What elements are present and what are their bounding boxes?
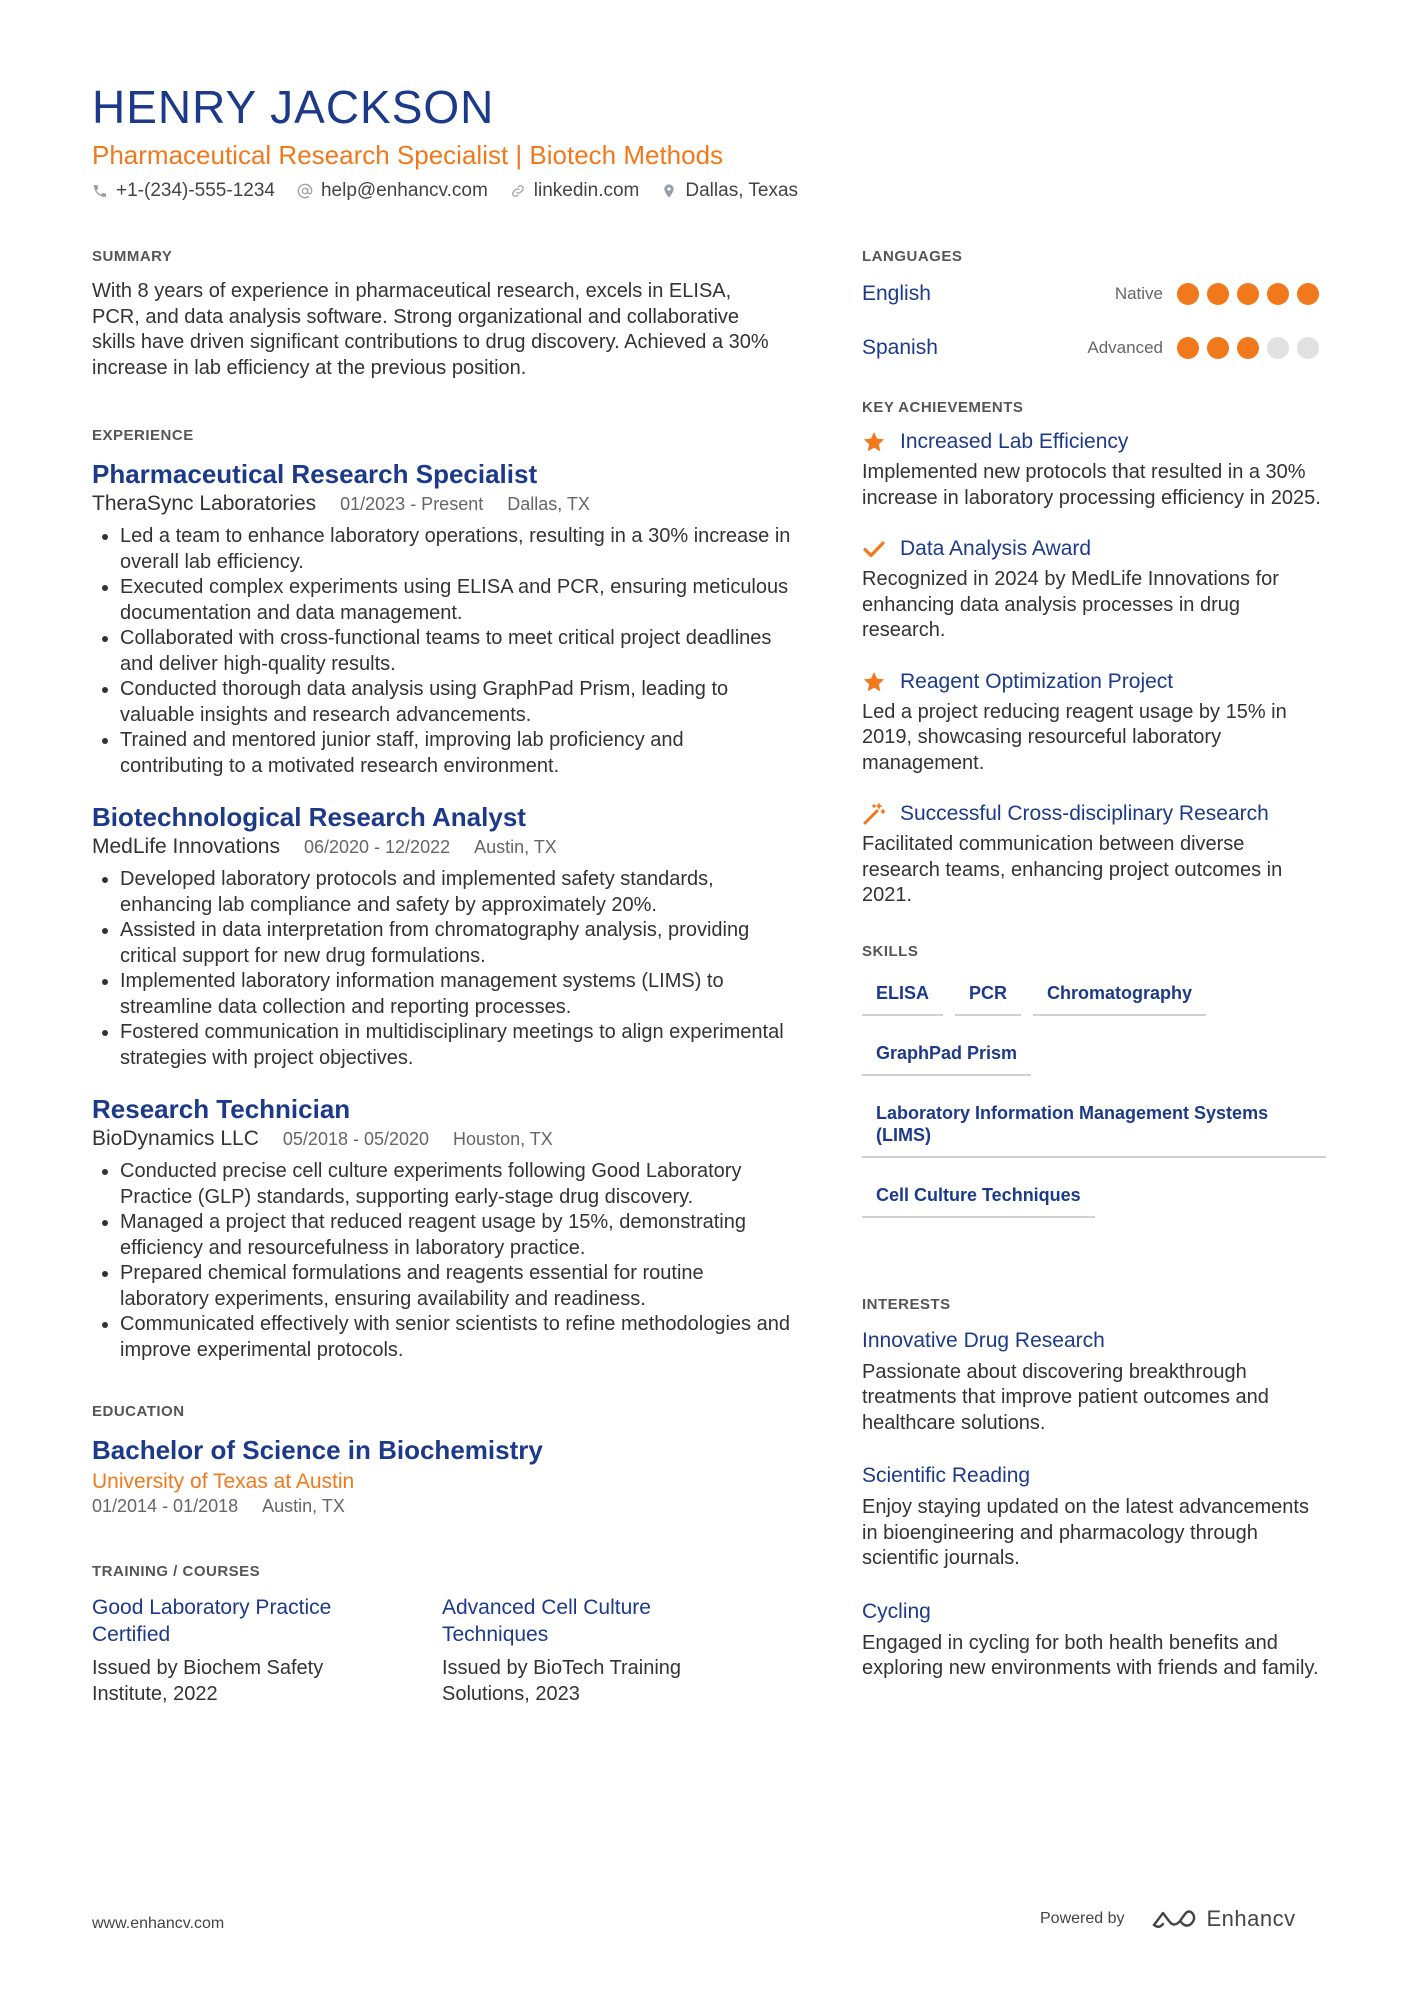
languages-heading: LANGUAGES (862, 248, 963, 265)
achievement-desc: Led a project reducing reagent usage by 15% in 2019, showcasing resourceful laboratory management. (862, 700, 1287, 774)
left-column (92, 248, 792, 1707)
interest-title: Scientific Reading (862, 1464, 1031, 1487)
skill-chip: ELISA (862, 974, 943, 1016)
job-bullet: • Collaborated with cross-functional teams to meet critical project deadlines and deliver high-quality results. (120, 626, 792, 677)
achievement-desc: Implemented new protocols that resulted in a 30% increase in laboratory processing efficiency in 2025. (862, 461, 1321, 509)
job-location: Austin, TX (474, 837, 557, 857)
rating-dot-filled (1267, 283, 1289, 305)
job-entry (92, 801, 792, 1071)
rating-dot-filled (1297, 283, 1319, 305)
job-bullets (92, 1159, 792, 1363)
interest-title: Innovative Drug Research (862, 1328, 1105, 1352)
phone-text: +1-(234)-555-1234 (116, 180, 275, 201)
skill-chip: Chromatography (1033, 974, 1206, 1016)
job-bullet: • Conducted precise cell culture experiments following Good Laboratory Practice (GLP) standards, supporting early-stage drug discovery. (120, 1159, 792, 1210)
job-bullet: • Assisted in data interpretation from chromatography analysis, providing critical support for new drug formulations. (120, 918, 792, 969)
job-meta (92, 835, 792, 859)
brand-name: Enhancv (1206, 1906, 1296, 1931)
interest-desc: Passionate about discovering breakthrough treatments that improve patient outcomes and healthcare solutions. (862, 1360, 1269, 1434)
location-pin-icon (661, 183, 677, 199)
job-title: Biotechnological Research Analyst (92, 802, 526, 832)
interest-title: Cycling (862, 1599, 931, 1623)
job-bullet: • Prepared chemical formulations and reagents essential for routine laboratory experiments, ensuring availability and readiness. (120, 1261, 792, 1312)
language-level: Advanced (1087, 338, 1163, 357)
job-meta (92, 492, 792, 516)
achievement-item (862, 537, 1327, 644)
language-row (862, 333, 1327, 363)
job-bullets (92, 867, 792, 1071)
job-title: Pharmaceutical Research Specialist (92, 459, 538, 489)
check-icon (862, 537, 886, 561)
training-section (92, 1563, 792, 1707)
course-item (92, 1594, 442, 1707)
job-location: Houston, TX (453, 1129, 553, 1149)
skills-section (862, 943, 1327, 1236)
interests-heading: INTERESTS (862, 1295, 951, 1313)
rating-dot-empty (1267, 337, 1289, 359)
achievement-title: Data Analysis Award (900, 537, 1092, 560)
job-dates: 05/2018 - 05/2020 (282, 1129, 430, 1149)
experience-section (92, 427, 792, 1363)
job-title: Research Technician (92, 1094, 351, 1124)
achievement-desc: Recognized in 2024 by MedLife Innovations for enhancing data analysis processes in drug research. (862, 568, 1279, 641)
contact-phone[interactable] (92, 180, 275, 202)
skill-chip: Cell Culture Techniques (862, 1176, 1095, 1218)
interest-item (862, 1598, 1327, 1682)
contact-location (661, 180, 798, 202)
rating-dot-filled (1237, 283, 1259, 305)
achievement-desc: Facilitated communication between diverse research teams, enhancing project outcomes in 2021. (862, 833, 1283, 906)
rating-dot-empty (1297, 337, 1319, 359)
interest-desc: Engaged in cycling for both health benefits and exploring new environments with friends and family. (862, 1631, 1319, 1679)
footer-website[interactable]: www.enhancv.com (92, 1915, 225, 1932)
summary-text: With 8 years of experience in pharmaceutical research, excels in ELISA, PCR, and data analysis software. Strong organizational and collaborative skills have driven significant contributions to drug discovery. Achieved a 30% increase in lab efficiency at the previous position. (92, 280, 769, 379)
rating-dot-filled (1177, 337, 1199, 359)
star-icon (862, 430, 886, 454)
training-heading: TRAINING / COURSES (92, 1563, 261, 1580)
achievement-item (862, 802, 1327, 909)
right-column (862, 248, 1327, 1708)
job-dates: 01/2023 - Present (340, 494, 484, 514)
education-degree: Bachelor of Science in Biochemistry (92, 1435, 543, 1465)
at-icon (297, 183, 313, 199)
interests-section (862, 1296, 1327, 1682)
email-text: help@enhancv.com (320, 180, 488, 201)
job-bullet: • Fostered communication in multidisciplinary meetings to align experimental strategies with project objectives. (120, 1020, 792, 1071)
summary-heading: SUMMARY (92, 248, 173, 265)
job-meta (92, 1127, 792, 1151)
powered-by-text: Powered by (1040, 1910, 1125, 1927)
candidate-name: HENRY JACKSON (92, 81, 495, 133)
job-bullet: • Communicated effectively with senior scientists to refine methodologies and improve experimental protocols. (120, 1312, 792, 1363)
course-item (442, 1594, 792, 1707)
interest-item (862, 1462, 1327, 1572)
achievements-heading: KEY ACHIEVEMENTS (862, 399, 1024, 416)
job-entry (92, 1093, 792, 1363)
job-location: Dallas, TX (507, 494, 590, 514)
footer-branding (1040, 1906, 1296, 1932)
interest-item (862, 1327, 1327, 1437)
language-name: English (862, 282, 931, 305)
contact-bar (92, 180, 820, 202)
course-desc: Issued by Biochem Safety Institute, 2022 (92, 1657, 324, 1705)
rating-dot-filled (1207, 283, 1229, 305)
skill-list (862, 974, 1327, 1236)
achievement-item (862, 430, 1327, 511)
job-bullets (92, 524, 792, 779)
summary-section (92, 248, 792, 381)
course-list (92, 1594, 792, 1707)
job-entry (92, 458, 792, 779)
job-bullet: • Managed a project that reduced reagent usage by 15%, demonstrating efficiency and resourcefulness in laboratory practice. (120, 1210, 792, 1261)
achievement-title: Successful Cross-disciplinary Research (900, 802, 1269, 825)
education-section (92, 1403, 792, 1517)
skills-heading: SKILLS (862, 942, 919, 960)
education-location: Austin, TX (262, 1496, 345, 1516)
language-row (862, 279, 1327, 309)
job-company: BioDynamics LLC (92, 1127, 259, 1150)
location-text: Dallas, Texas (685, 180, 799, 201)
education-school: University of Texas at Austin (92, 1470, 355, 1493)
job-company: MedLife Innovations (92, 835, 280, 858)
language-name: Spanish (862, 336, 938, 359)
interest-desc: Enjoy staying updated on the latest advancements in bioengineering and pharmacology through scientific journals. (862, 1496, 1309, 1569)
education-meta (92, 1496, 792, 1517)
job-bullet: • Implemented laboratory information management systems (LIMS) to streamline data collection and reporting processes. (120, 969, 792, 1020)
skill-chip: PCR (955, 974, 1021, 1016)
language-level: Native (1114, 284, 1163, 303)
skill-chip: Laboratory Information Management Systems (LIMS) (862, 1094, 1326, 1158)
job-dates: 06/2020 - 12/2022 (303, 837, 451, 857)
linkedin-text: linkedin.com (533, 180, 640, 201)
contact-linkedin[interactable] (510, 180, 640, 202)
job-bullet: • Executed complex experiments using ELISA and PCR, ensuring meticulous documentation and data management. (120, 575, 792, 626)
contact-email[interactable] (297, 180, 488, 202)
achievement-title: Reagent Optimization Project (900, 669, 1174, 693)
link-icon (510, 183, 526, 199)
rating-dot-filled (1207, 337, 1229, 359)
candidate-title: Pharmaceutical Research Specialist | Biotech Methods (92, 140, 724, 170)
job-bullet: • Conducted thorough data analysis using GraphPad Prism, leading to valuable insights and research advancements. (120, 677, 792, 728)
achievement-title: Increased Lab Efficiency (900, 430, 1129, 453)
enhancv-logo-icon (1151, 1907, 1197, 1931)
course-title: Good Laboratory Practice Certified (92, 1596, 332, 1646)
course-desc: Issued by BioTech Training Solutions, 2023 (442, 1657, 682, 1705)
course-title: Advanced Cell Culture Techniques (442, 1596, 651, 1646)
experience-heading: EXPERIENCE (92, 427, 194, 444)
job-company: TheraSync Laboratories (92, 492, 317, 515)
skill-chip: GraphPad Prism (862, 1034, 1031, 1076)
achievement-item (862, 670, 1327, 777)
job-bullet: • Developed laboratory protocols and implemented safety standards, enhancing lab compliance and safety by approximately 20%. (120, 867, 792, 918)
education-heading: EDUCATION (92, 1403, 185, 1420)
languages-section (862, 248, 1327, 363)
rating-dot-filled (1177, 283, 1199, 305)
phone-icon (92, 183, 108, 199)
language-rating (1177, 283, 1327, 305)
job-bullet: • Led a team to enhance laboratory operations, resulting in a 30% increase in overall lab efficiency. (120, 524, 792, 575)
education-dates: 01/2014 - 01/2018 (92, 1496, 239, 1516)
job-bullet: • Trained and mentored junior staff, improving lab proficiency and contributing to a motivated research environment. (120, 728, 792, 779)
language-rating (1177, 337, 1327, 359)
star-icon (862, 670, 886, 694)
magic-wand-icon (862, 802, 886, 826)
achievements-section (862, 399, 1327, 909)
rating-dot-filled (1237, 337, 1259, 359)
